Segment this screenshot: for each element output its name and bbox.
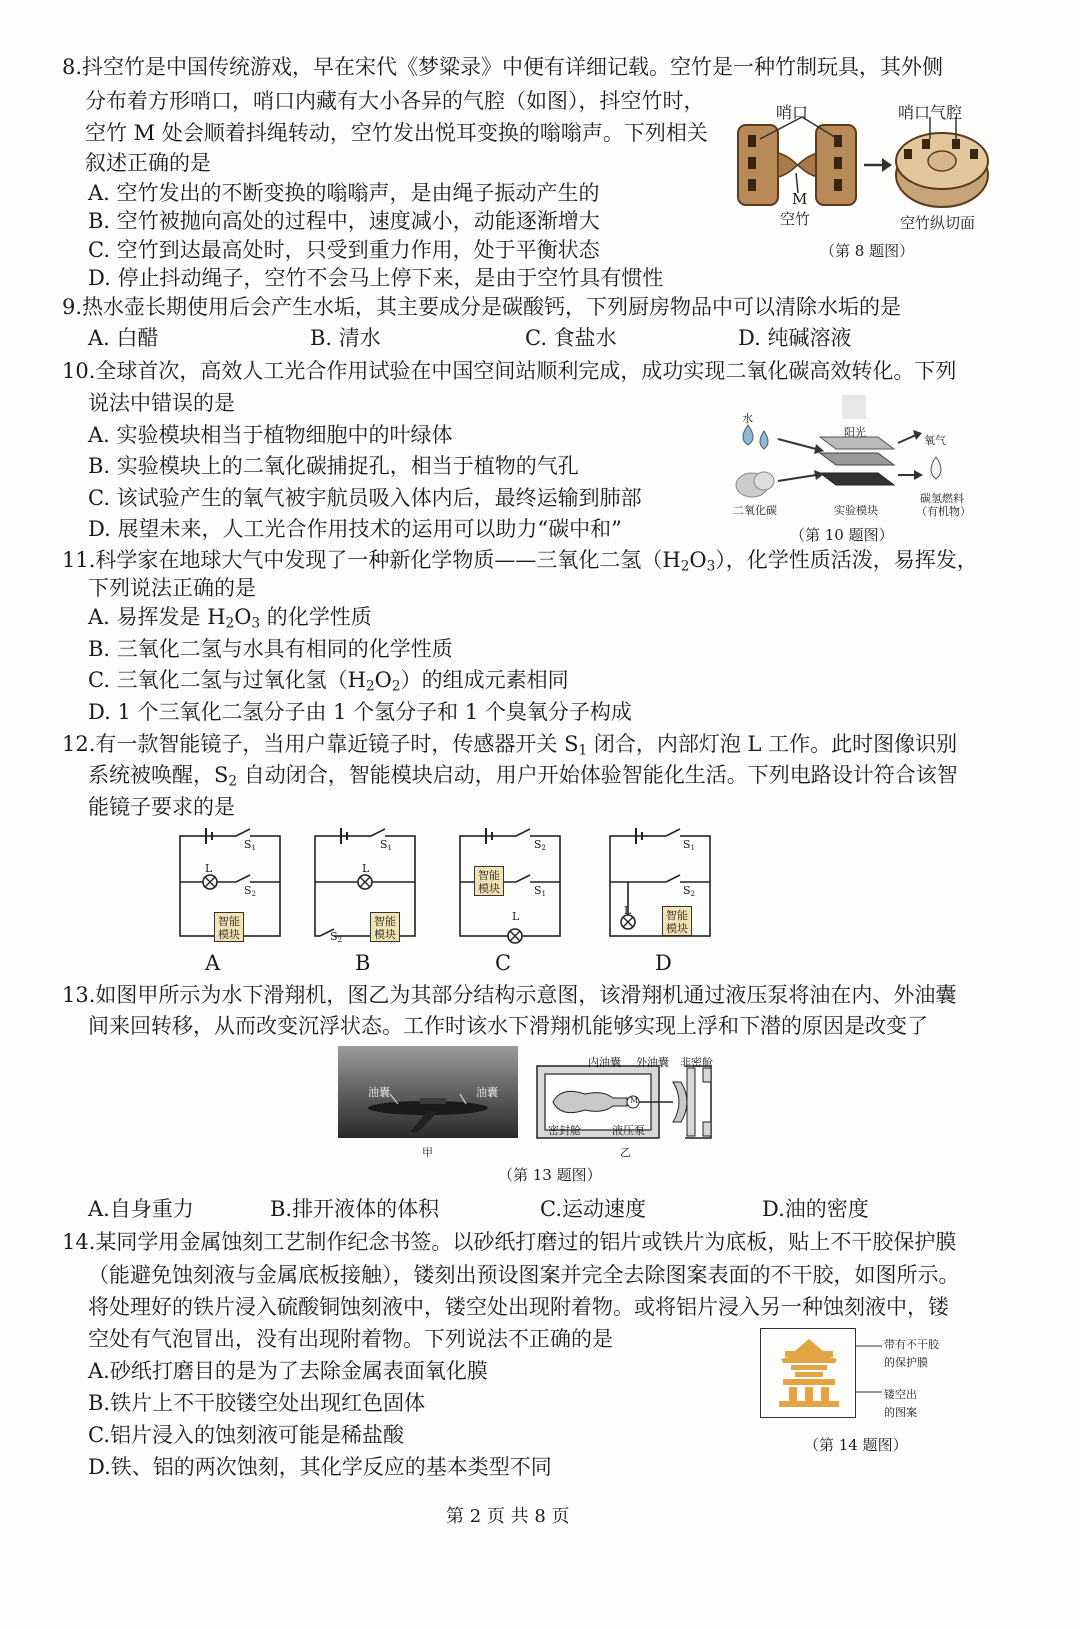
page-footer: 第 2 页 共 8 页 (446, 1506, 570, 1527)
fig13-caption: （第 13 题图） (498, 1166, 602, 1184)
q14-option-d: D.铁、铝的两次蚀刻，其化学反应的基本类型不同 (88, 1455, 552, 1479)
fig10-module: 实验模块 (834, 504, 878, 517)
fig13-oil-right: 油囊 (476, 1086, 498, 1099)
circuit-c-module: 智能 模块 (474, 866, 504, 896)
fig10-caption: （第 10 题图） (790, 526, 894, 544)
q12-stem-line2: 系统被唤醒，$S_2$ 自动闭合，智能模块启动，用户开始体验智能化生活。下列电路设计符合该智 (88, 763, 958, 790)
bookmark-leader-lines (856, 1340, 886, 1410)
pavilion-pattern-icon (761, 1329, 857, 1419)
q9-option-a: A. 白醋 (88, 326, 159, 350)
fig14-note2b: 的图案 (884, 1406, 917, 1419)
q8-option-a: A. 空竹发出的不断变换的嗡嗡声，是由绳子振动产生的 (88, 181, 600, 205)
fig10-organic: （有机物） (916, 505, 971, 518)
q9-option-c: C. 食盐水 (525, 326, 617, 350)
fig14-note1b: 的保护膜 (884, 1356, 928, 1369)
fig13-pump: 液压泵 (612, 1124, 645, 1137)
q10-option-a: A. 实验模块相当于植物细胞中的叶绿体 (88, 423, 453, 447)
q8-stem-line2: 分布着方形哨口，哨口内藏有大小各异的气腔（如图），抖空竹时， (85, 89, 705, 113)
q10-stem-line1: 10.全球首次，高效人工光合作用试验在中国空间站顺利完成，成功实现二氧化碳高效转化。下列 (62, 359, 957, 383)
circuit-a-s2: $S_2$ (244, 884, 257, 898)
fig14-caption: （第 14 题图） (804, 1436, 908, 1454)
q8-option-d: D. 停止抖动绳子，空竹不会马上停下来，是由于空竹具有惯性 (88, 266, 664, 290)
circuit-d-s1: $S_1$ (683, 838, 696, 852)
fig8-label-kongzhu: 空竹 (780, 210, 811, 228)
fig8-label-cavity: 哨口气腔 (898, 103, 963, 122)
circuit-b-lamp-label: L (362, 862, 370, 875)
q8-stem-line3: 空竹 M 处会顺着抖绳转动，空竹发出悦耳变换的嗡嗡声。下列相关 (85, 121, 708, 145)
circuit-label-d: D (655, 951, 672, 975)
circuit-a-lamp-label: L (205, 862, 213, 875)
q10-option-d: D. 展望未来，人工光合作用技术的运用可以助力“碳中和” (88, 517, 622, 541)
q8-stem-line1: 8.抖空竹是中国传统游戏，早在宋代《梦粱录》中便有详细记载。空竹是一种竹制玩具，其外侧 (62, 55, 944, 79)
fig8-label-whistle: 哨口 (776, 103, 809, 122)
fig13-jia: 甲 (422, 1146, 433, 1159)
q10-stem-line2: 说法中错误的是 (88, 391, 235, 415)
q11-stem-line1: 11.科学家在地球大气中发现了一种新化学物质——三氧化二氢$(H_2O_3)$，化学性质活泼，易挥发， (62, 548, 978, 575)
fig8-caption: （第 8 题图） (820, 242, 915, 260)
circuit-b-s1: $S_1$ (380, 838, 393, 852)
circuit-label-b: B (355, 951, 371, 975)
q14-option-c: C.铝片浸入的蚀刻液可能是稀盐酸 (88, 1423, 404, 1447)
q8-option-b: B. 空竹被抛向高处的过程中，速度减小，动能逐渐增大 (88, 209, 600, 233)
circuit-d-lamp-label: L (624, 904, 632, 917)
q9-option-d: D. 纯碱溶液 (738, 326, 852, 350)
fig14-note1a: 带有不干胶 (884, 1338, 939, 1351)
q14-option-b: B.铁片上不干胶镂空处出现红色固体 (88, 1391, 426, 1415)
fig13-oil-left: 油囊 (368, 1086, 390, 1099)
circuit-a-module: 智能 模块 (214, 912, 244, 942)
fig10-light: 阳光 (844, 426, 866, 439)
q13-stem-line1: 13.如图甲所示为水下滑翔机，图乙为其部分结构示意图，该滑翔机通过液压泵将油在内、外油囊 (62, 983, 957, 1007)
fig13-motor: M (630, 1096, 639, 1105)
circuit-c-lamp-label: L (512, 910, 520, 923)
circuit-c-s2: $S_2$ (534, 838, 547, 852)
circuit-c-s1: $S_1$ (534, 884, 547, 898)
q8-option-c: C. 空竹到达最高处时，只受到重力作用，处于平衡状态 (88, 238, 600, 262)
q11-option-a: A. 易挥发是 $H_2O_3$ 的化学性质 (88, 605, 372, 632)
q10-option-b: B. 实验模块上的二氧化碳捕捉孔，相当于植物的气孔 (88, 454, 579, 478)
q13-option-d: D.油的密度 (762, 1197, 869, 1221)
circuit-label-a: A (205, 951, 221, 975)
q14-option-a: A.砂纸打磨目的是为了去除金属表面氧化膜 (88, 1359, 488, 1383)
fig8-label-m: M (792, 190, 808, 208)
q11-stem-line2: 下列说法正确的是 (88, 576, 256, 600)
q13-option-a: A.自身重力 (88, 1197, 194, 1221)
q14-stem-line1: 14.某同学用金属蚀刻工艺制作纪念书签。以砂纸打磨过的铝片或铁片为底板，贴上不干胶保护膜 (62, 1230, 957, 1254)
q10-option-c: C. 该试验产生的氧气被宇航员吸入体内后，最终运输到肺部 (88, 486, 642, 510)
q13-option-c: C.运动速度 (540, 1197, 646, 1221)
fig10-oxygen: 氧气 (924, 434, 946, 447)
fig10-fuel: 碳氢燃料 (920, 492, 964, 505)
q12-stem-line3: 能镜子要求的是 (88, 795, 235, 819)
fig14-note2a: 镂空出 (884, 1388, 917, 1401)
q13-option-b: B.排开液体的体积 (270, 1197, 440, 1221)
q9-option-b: B. 清水 (310, 326, 381, 350)
q12-stem-line1: 12.有一款智能镜子，当用户靠近镜子时，传感器开关 $S_1$ 闭合，内部灯泡 L 工作。此时图像识别 (62, 732, 958, 759)
circuit-b-module: 智能 模块 (370, 912, 400, 942)
fig8-label-section: 空竹纵切面 (900, 214, 976, 232)
circuit-label-c: C (495, 951, 512, 975)
bookmark-figure (760, 1328, 856, 1418)
fig10-co2: 二氧化碳 (733, 504, 777, 517)
circuit-b-s2: $S_2$ (330, 930, 343, 944)
q14-stem-line3: 将处理好的铁片浸入硫酸铜蚀刻液中，镂空处出现附着物。或将铝片浸入另一种蚀刻液中，镂 (88, 1295, 949, 1319)
fig13-yi: 乙 (620, 1146, 631, 1159)
circuit-d-module: 智能 模块 (662, 906, 692, 936)
fig13-inner-bag: 内油囊 (588, 1056, 621, 1069)
fig13-outer-bag: 外油囊 (636, 1056, 669, 1069)
q8-stem-line4: 叙述正确的是 (85, 151, 211, 175)
circuit-d-s2: $S_2$ (683, 884, 696, 898)
fig13-sealed: 密封舱 (548, 1124, 581, 1137)
q11-option-d: D. 1 个三氧化二氢分子由 1 个氢分子和 1 个臭氧分子构成 (88, 700, 632, 724)
q14-stem-line4: 空处有气泡冒出，没有出现附着物。下列说法不正确的是 (88, 1327, 613, 1351)
q13-stem-line2: 间来回转移，从而改变沉浮状态。工作时该水下滑翔机能够实现上浮和下潜的原因是改变了 (88, 1014, 928, 1038)
circuit-a-s1: $S_1$ (244, 838, 257, 852)
q9-stem: 9.热水壶长期使用后会产生水垢，其主要成分是碳酸钙，下列厨房物品中可以清除水垢的是 (62, 295, 902, 319)
q14-stem-line2: （能避免蚀刻液与金属底板接触），镂刻出预设图案并完全去除图案表面的不干胶，如图所示。 (88, 1263, 960, 1287)
q11-option-c: C. 三氧化二氢与过氧化氢$(H_2O_2)$的组成元素相同 (88, 668, 569, 695)
q11-option-b: B. 三氧化二氢与水具有相同的化学性质 (88, 637, 453, 661)
fig10-water: 水 (742, 412, 753, 425)
fig13-nonsealed: 非密舱 (680, 1056, 713, 1069)
